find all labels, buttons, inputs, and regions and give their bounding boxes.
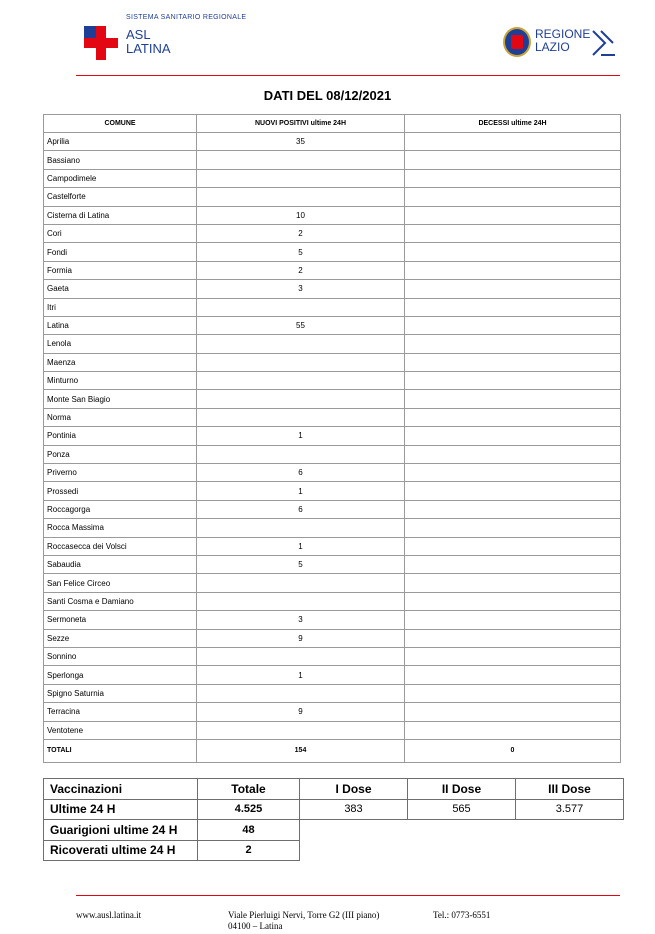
cell-comune: San Felice Circeo [44,574,197,592]
cell-positivi [197,445,405,463]
cell-comune: Prossedi [44,482,197,500]
cell-decessi [405,684,621,702]
asl-subtitle: SISTEMA SANITARIO REGIONALE [126,14,247,21]
recoveries-value: 48 [198,820,300,841]
totals-label: TOTALI [44,739,197,762]
asl-line1: ASL [126,27,151,42]
cell-decessi [405,353,621,371]
cell-positivi: 9 [197,629,405,647]
vaccination-sublabel: Ultime 24 H [44,799,198,820]
vaccination-dose3-value: 3.577 [516,799,624,820]
table-row [44,647,621,665]
footer-address-line1: Viale Pierluigi Nervi, Torre G2 (III piano) [228,910,380,920]
cell-positivi [197,372,405,390]
cell-decessi [405,629,621,647]
cell-comune: Fondi [44,243,197,261]
table-header-row [44,115,621,133]
cell-positivi: 5 [197,243,405,261]
footer-address [228,910,379,932]
cell-positivi [197,298,405,316]
cell-comune: Cori [44,224,197,242]
cell-decessi [405,647,621,665]
cell-decessi [405,703,621,721]
hospitalized-row [44,840,624,861]
col-positivi-header: NUOVI POSITIVI ultime 24H [197,115,405,133]
lazio-line1: REGIONE [535,27,591,41]
cell-comune: Pontinia [44,427,197,445]
cell-decessi [405,224,621,242]
table-row [44,574,621,592]
hospitalized-label: Ricoverati ultime 24 H [44,840,198,861]
cell-positivi: 2 [197,261,405,279]
table-row [44,464,621,482]
table-row [44,280,621,298]
footer-address-line2: 04100 – Latina [228,921,283,931]
table-row [44,372,621,390]
vaccination-total-header: Totale [198,779,300,800]
cell-decessi [405,335,621,353]
cell-decessi [405,611,621,629]
cell-decessi [405,592,621,610]
cell-comune: Ponza [44,445,197,463]
lazio-emblem-icon [503,27,531,57]
cell-positivi: 1 [197,666,405,684]
cell-positivi [197,592,405,610]
cell-comune: Norma [44,408,197,426]
footer-phone: Tel.: 0773-6551 [433,910,491,920]
table-row [44,335,621,353]
cell-comune: Cisterna di Latina [44,206,197,224]
col-comune-header: COMUNE [44,115,197,133]
lazio-chevron-icon [591,29,617,57]
cell-positivi: 55 [197,316,405,334]
table-row [44,353,621,371]
table-row [44,482,621,500]
cell-positivi [197,169,405,187]
cell-decessi [405,574,621,592]
hospitalized-value: 2 [198,840,300,861]
vaccination-table [43,778,624,861]
cases-table-body [44,133,621,763]
cell-decessi [405,151,621,169]
vaccination-total-value: 4.525 [198,799,300,820]
col-decessi-header: DECESSI ultime 24H [405,115,621,133]
cell-comune: Castelforte [44,188,197,206]
cell-comune: Sezze [44,629,197,647]
regione-lazio-logo [503,27,618,59]
cell-comune: Sperlonga [44,666,197,684]
cell-decessi [405,206,621,224]
footer-divider [76,895,620,896]
cell-comune: Rocca Massima [44,519,197,537]
cell-positivi: 6 [197,500,405,518]
asl-name [126,28,171,56]
cell-positivi: 1 [197,427,405,445]
cell-decessi [405,298,621,316]
lazio-name [535,28,590,54]
footer-website[interactable]: www.ausl.latina.it [76,910,142,920]
cell-positivi [197,721,405,739]
table-row [44,592,621,610]
cell-positivi [197,151,405,169]
cell-comune: Priverno [44,464,197,482]
table-row [44,151,621,169]
cell-positivi: 1 [197,482,405,500]
table-row [44,537,621,555]
table-row [44,316,621,334]
vaccination-header-row [44,779,624,800]
cell-decessi [405,261,621,279]
cell-decessi [405,372,621,390]
table-row [44,427,621,445]
cell-comune: Lenola [44,335,197,353]
cell-comune: Ventotene [44,721,197,739]
cell-positivi [197,390,405,408]
cell-comune: Latina [44,316,197,334]
cell-decessi [405,280,621,298]
table-row [44,703,621,721]
cell-comune: Santi Cosma e Damiano [44,592,197,610]
vaccination-dose2-value: 565 [408,799,516,820]
table-row [44,188,621,206]
table-row [44,408,621,426]
table-row [44,519,621,537]
cell-positivi [197,684,405,702]
cell-decessi [405,390,621,408]
cell-positivi: 3 [197,280,405,298]
cell-positivi: 6 [197,464,405,482]
cell-decessi [405,427,621,445]
cell-positivi: 1 [197,537,405,555]
table-row [44,629,621,647]
vaccination-dose1-value: 383 [300,799,408,820]
table-row [44,666,621,684]
cell-positivi: 2 [197,224,405,242]
cell-comune: Campodimele [44,169,197,187]
cell-decessi [405,316,621,334]
cell-decessi [405,243,621,261]
cell-comune: Monte San Biagio [44,390,197,408]
cell-comune: Sonnino [44,647,197,665]
vaccination-values-row [44,799,624,820]
totals-positivi: 154 [197,739,405,762]
cell-comune: Itri [44,298,197,316]
cell-comune: Sermoneta [44,611,197,629]
cell-positivi: 35 [197,133,405,151]
asl-latina-logo [84,12,284,64]
table-row [44,684,621,702]
table-row [44,390,621,408]
cell-comune: Aprilia [44,133,197,151]
cell-positivi [197,353,405,371]
cell-comune: Roccasecca dei Volsci [44,537,197,555]
cell-decessi [405,500,621,518]
cell-positivi [197,188,405,206]
page-title: DATI DEL 08/12/2021 [263,88,392,103]
cell-decessi [405,666,621,684]
cell-comune: Sabaudia [44,555,197,573]
table-row [44,133,621,151]
cell-positivi [197,574,405,592]
table-row [44,261,621,279]
cell-decessi [405,721,621,739]
lazio-line2: LAZIO [535,40,570,54]
vaccination-dose2-header: II Dose [408,779,516,800]
asl-line2: LATINA [126,41,171,56]
cell-positivi: 3 [197,611,405,629]
cell-positivi [197,519,405,537]
table-row [44,721,621,739]
table-row [44,611,621,629]
cell-comune: Gaeta [44,280,197,298]
cell-positivi [197,408,405,426]
vaccination-label: Vaccinazioni [44,779,198,800]
page-header [0,0,655,80]
table-row [44,243,621,261]
table-row [44,445,621,463]
cell-comune: Maenza [44,353,197,371]
recoveries-label: Guarigioni ultime 24 H [44,820,198,841]
totals-decessi: 0 [405,739,621,762]
table-row [44,224,621,242]
cell-decessi [405,188,621,206]
totals-row [44,739,621,762]
cell-positivi: 5 [197,555,405,573]
table-row [44,206,621,224]
cell-comune: Spigno Saturnia [44,684,197,702]
cell-positivi [197,335,405,353]
cell-decessi [405,445,621,463]
cell-positivi [197,647,405,665]
cell-comune: Terracina [44,703,197,721]
cell-decessi [405,408,621,426]
table-row [44,298,621,316]
cell-decessi [405,464,621,482]
table-row [44,500,621,518]
header-divider [76,75,620,76]
cell-decessi [405,169,621,187]
cell-comune: Roccagorga [44,500,197,518]
cell-decessi [405,133,621,151]
cell-positivi: 9 [197,703,405,721]
cell-decessi [405,537,621,555]
red-cross-icon [84,26,118,60]
cell-decessi [405,482,621,500]
cell-decessi [405,555,621,573]
vaccination-dose1-header: I Dose [300,779,408,800]
table-row [44,169,621,187]
recoveries-row [44,820,624,841]
table-row [44,555,621,573]
cell-positivi: 10 [197,206,405,224]
vaccination-dose3-header: III Dose [516,779,624,800]
cell-comune: Minturno [44,372,197,390]
cell-decessi [405,519,621,537]
cases-table [43,114,621,763]
cell-comune: Bassiano [44,151,197,169]
cell-comune: Formia [44,261,197,279]
